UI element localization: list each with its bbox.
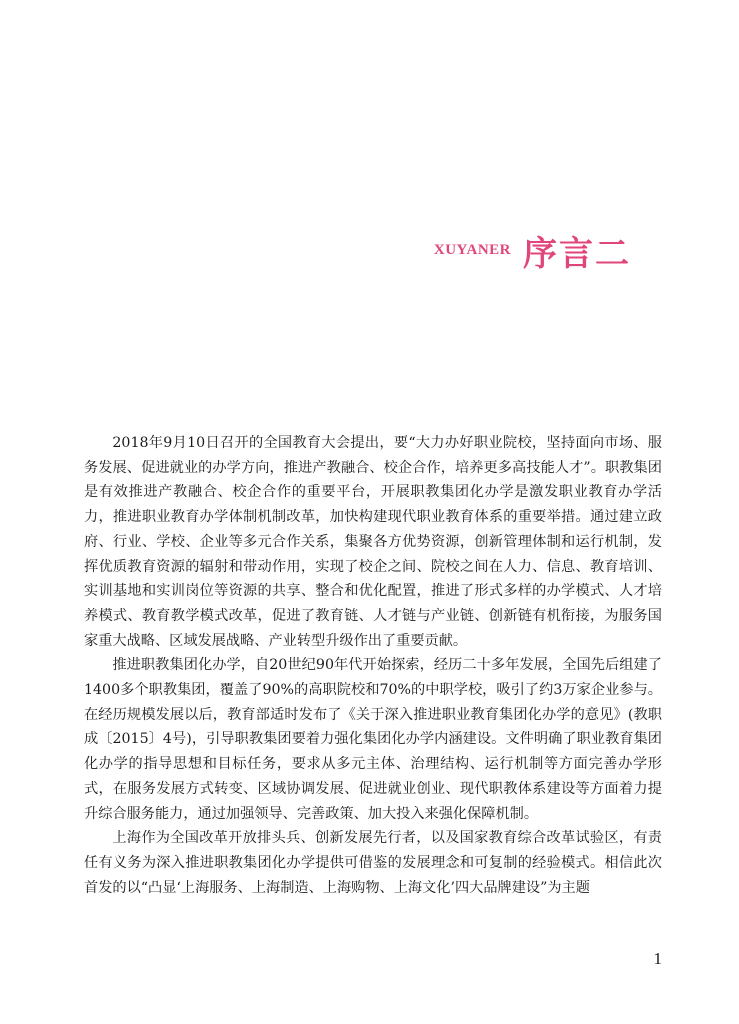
body-text <box>84 431 662 900</box>
heading-latin: XUYANER <box>433 242 511 258</box>
heading-chinese: 序言二 <box>523 234 631 274</box>
paragraph-2: 推进职教集团化办学，自20世纪90年代开始探索，经历二十多年发展，全国先后组建了1400多个职教集团，覆盖了90%的高职院校和70%的中职学校，吸引了约3万家企业参与。在经历规模发展以后，教育部适时发布了《关于深入推进职业教育集团化办学的意见》(教职成〔2015〕4号)，引导职教集团要着力强化集团化办学内涵建设。文件明确了职业教育集团化办学的指导思想和目标任务，要求从多元主体、治理结构、运行机制等方面完善办学形式，在服务发展方式转变、区域协调发展、促进就业创业、现代职教体系建设等方面着力提升综合服务能力，通过加强领导、完善政策、加大投入来强化保障机制。 <box>84 657 662 822</box>
paragraph-1: 2018年9月10日召开的全国教育大会提出，要“大力办好职业院校，坚持面向市场、服务发展、促进就业的办学方向，推进产教融合、校企合作，培养更多高技能人才”。职教集团是有效推进产教融合、校企合作的重要平台，开展职教集团化办学是激发职业教育办学活力，推进职业教育办学体制机制改革，加快构建现代职业教育体系的重要举措。通过建立政府、行业、学校、企业等多元合作关系，集聚各方优势资源，创新管理体制和运行机制，发挥优质教育资源的辐射和带动作用，实现了校企之间、院校之间在人力、信息、教育培训、实训基地和实训岗位等资源的共享、整合和优化配置，推进了形式多样的办学模式、人才培养模式、教育教学模式改革，促进了教育链、人才链与产业链、创新链有机衔接，为服务国家重大战略、区域发展战略、产业转型升级作出了重要贡献。 <box>84 435 662 649</box>
section-heading <box>434 226 631 275</box>
page-number: 1 <box>653 949 662 968</box>
paragraph-3: 上海作为全国改革开放排头兵、创新发展先行者，以及国家教育综合改革试验区，有责任有义务为深入推进职教集团化办学提供可借鉴的发展理念和可复制的经验模式。相信此次首发的以“凸显‘上海服务、上海制造、上海购物、上海文化’四大品牌建设”为主题 <box>84 830 662 896</box>
